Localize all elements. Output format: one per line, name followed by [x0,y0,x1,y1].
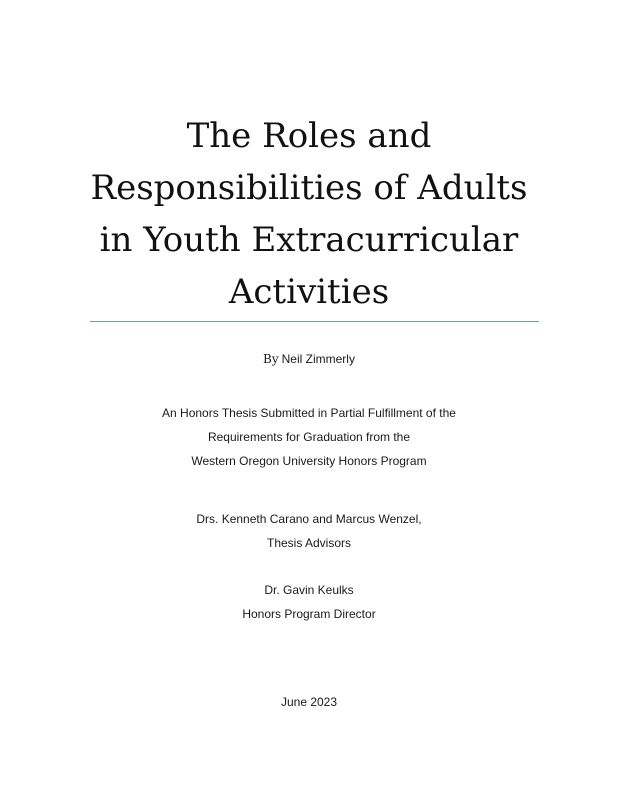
title-line-2: Responsibilities of Adults [90,168,528,208]
author-name: Neil Zimmerly [281,352,355,366]
title-line-4: Activities [228,272,390,312]
advisors-names: Drs. Kenneth Carano and Marcus Wenzel, [196,512,422,526]
submission-line-3: Western Oregon University Honors Program [191,454,427,468]
title-line-3: in Youth Extracurricular [99,220,519,260]
submission-line-1: An Honors Thesis Submitted in Partial Fulfillment of the [162,406,456,420]
document-title [60,110,558,318]
program-director [0,578,618,626]
byline-prefix: By [263,352,279,366]
submission-date: June 2023 [280,695,338,709]
director-name: Dr. Gavin Keulks [264,583,354,597]
advisors-role: Thesis Advisors [266,536,352,550]
title-line-1: The Roles and [186,116,432,156]
thesis-advisors [0,507,618,555]
submission-line-2: Requirements for Graduation from the [207,430,411,444]
byline [0,352,618,367]
director-role: Honors Program Director [242,607,376,621]
title-divider [90,321,539,322]
submission-statement [0,401,618,473]
